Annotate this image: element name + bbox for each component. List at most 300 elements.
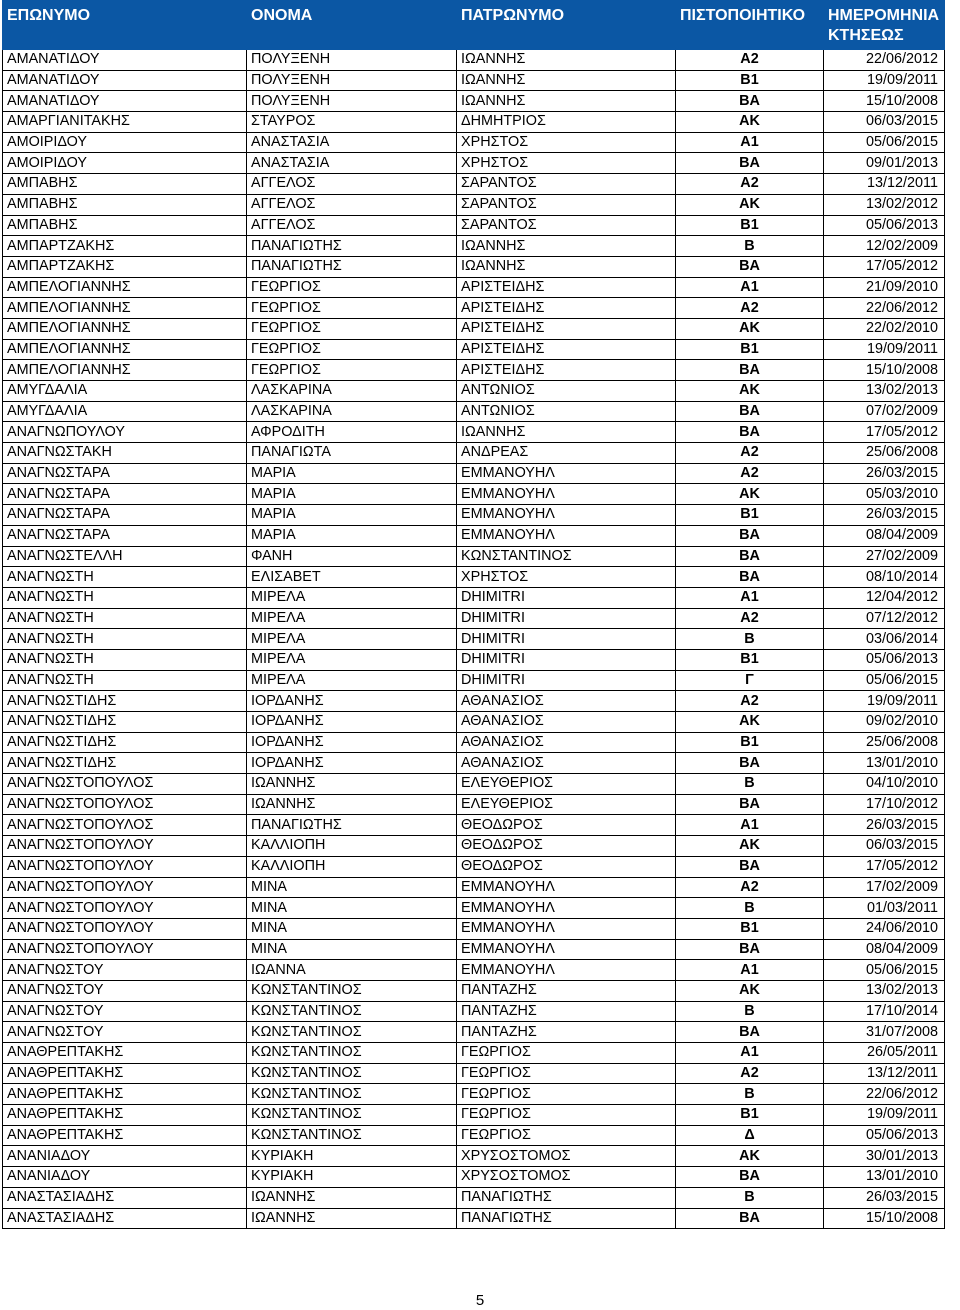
certificate-cell: ΒΑ xyxy=(676,401,824,422)
surname-cell: ΑΜΟΙΡΙΔΟΥ xyxy=(3,153,247,174)
name-cell: ΚΩΝΣΤΑΝΤΙΝΟΣ xyxy=(247,1105,457,1126)
table-row xyxy=(3,567,945,588)
table-row xyxy=(3,70,945,91)
surname-cell: ΑΜΥΓΔΑΛΙΑ xyxy=(3,401,247,422)
date-cell: 08/10/2014 xyxy=(824,567,945,588)
date-cell: 01/03/2011 xyxy=(824,898,945,919)
father-name-cell: ΓΕΩΡΓΙΟΣ xyxy=(457,1105,676,1126)
name-cell: ΜΑΡΙΑ xyxy=(247,484,457,505)
name-cell: ΓΕΩΡΓΙΟΣ xyxy=(247,318,457,339)
name-cell: ΚΩΝΣΤΑΝΤΙΝΟΣ xyxy=(247,1063,457,1084)
certificate-cell: ΑΚ xyxy=(676,712,824,733)
date-cell: 22/02/2010 xyxy=(824,318,945,339)
father-name-cell: ΙΩΑΝΝΗΣ xyxy=(457,91,676,112)
date-cell: 08/04/2009 xyxy=(824,939,945,960)
certificate-cell: ΒΑ xyxy=(676,153,824,174)
name-cell: ΜΙΝΑ xyxy=(247,877,457,898)
father-name-cell: ΕΜΜΑΝΟΥΗΛ xyxy=(457,939,676,960)
table-row xyxy=(3,381,945,402)
name-cell: ΙΩΑΝΝΗΣ xyxy=(247,1187,457,1208)
date-cell: 05/06/2013 xyxy=(824,215,945,236)
date-cell: 06/03/2015 xyxy=(824,836,945,857)
certificate-cell: Δ xyxy=(676,1125,824,1146)
date-cell: 07/02/2009 xyxy=(824,401,945,422)
name-cell: ΠΑΝΑΓΙΩΤΑ xyxy=(247,443,457,464)
table-row xyxy=(3,443,945,464)
table-row xyxy=(3,50,945,71)
date-cell: 04/10/2010 xyxy=(824,774,945,795)
father-name-cell: ΙΩΑΝΝΗΣ xyxy=(457,50,676,71)
surname-cell: ΑΝΑΓΝΩΣΤΗ xyxy=(3,567,247,588)
name-cell: ΚΑΛΛΙΟΠΗ xyxy=(247,836,457,857)
father-name-cell: ΠΑΝΑΓΙΩΤΗΣ xyxy=(457,1208,676,1229)
date-cell: 21/09/2010 xyxy=(824,277,945,298)
date-cell: 09/01/2013 xyxy=(824,153,945,174)
father-name-cell: ΣΑΡΑΝΤΟΣ xyxy=(457,215,676,236)
name-cell: ΙΟΡΔΑΝΗΣ xyxy=(247,691,457,712)
father-name-cell: ΙΩΑΝΝΗΣ xyxy=(457,256,676,277)
table-row xyxy=(3,298,945,319)
certificate-cell: Β1 xyxy=(676,732,824,753)
name-cell: ΣΤΑΥΡΟΣ xyxy=(247,112,457,133)
date-cell: 09/02/2010 xyxy=(824,712,945,733)
date-cell: 17/02/2009 xyxy=(824,877,945,898)
father-name-cell: ΧΡΗΣΤΟΣ xyxy=(457,132,676,153)
certificate-cell: Β xyxy=(676,236,824,257)
name-cell: ΚΩΝΣΤΑΝΤΙΝΟΣ xyxy=(247,1043,457,1064)
certificate-cell: Β xyxy=(676,898,824,919)
table-row xyxy=(3,670,945,691)
certificate-cell: ΑΚ xyxy=(676,194,824,215)
name-cell: ΜΑΡΙΑ xyxy=(247,505,457,526)
father-name-cell: ΕΜΜΑΝΟΥΗΛ xyxy=(457,505,676,526)
name-cell: ΕΛΙΣΑΒΕΤ xyxy=(247,567,457,588)
father-name-cell: ΑΝΤΩΝΙΟΣ xyxy=(457,381,676,402)
certificate-cell: Β1 xyxy=(676,649,824,670)
surname-cell: ΑΜΑΝΑΤΙΔΟΥ xyxy=(3,91,247,112)
father-name-cell: ΑΘΑΝΑΣΙΟΣ xyxy=(457,712,676,733)
table-row xyxy=(3,587,945,608)
date-cell: 17/05/2012 xyxy=(824,422,945,443)
table-row xyxy=(3,898,945,919)
table-row xyxy=(3,215,945,236)
table-row xyxy=(3,629,945,650)
date-cell: 19/09/2011 xyxy=(824,691,945,712)
surname-cell: ΑΜΠΑΡΤΖΑΚΗΣ xyxy=(3,256,247,277)
table-row xyxy=(3,525,945,546)
father-name-cell: ΑΡΙΣΤΕΙΔΗΣ xyxy=(457,318,676,339)
father-name-cell: ΕΜΜΑΝΟΥΗΛ xyxy=(457,960,676,981)
surname-cell: ΑΜΠΑΒΗΣ xyxy=(3,174,247,195)
father-name-cell: ΣΑΡΑΝΤΟΣ xyxy=(457,194,676,215)
table-row xyxy=(3,877,945,898)
table-row xyxy=(3,318,945,339)
father-name-cell: ΑΡΙΣΤΕΙΔΗΣ xyxy=(457,360,676,381)
table-row xyxy=(3,1022,945,1043)
certificate-cell: ΒΑ xyxy=(676,256,824,277)
page-number: 5 xyxy=(475,1292,485,1309)
header-surname: ΕΠΩΝΥΜΟ xyxy=(3,1,247,50)
certificate-cell: Α2 xyxy=(676,608,824,629)
certificate-cell: Α1 xyxy=(676,587,824,608)
surname-cell: ΑΜΠΕΛΟΓΙΑΝΝΗΣ xyxy=(3,277,247,298)
table-row xyxy=(3,505,945,526)
father-name-cell: ΕΛΕΥΘΕΡΙΟΣ xyxy=(457,794,676,815)
surname-cell: ΑΝΑΘΡΕΠΤΑΚΗΣ xyxy=(3,1043,247,1064)
date-cell: 13/02/2013 xyxy=(824,381,945,402)
name-cell: ΑΝΑΣΤΑΣΙΑ xyxy=(247,153,457,174)
father-name-cell: ΑΘΑΝΑΣΙΟΣ xyxy=(457,691,676,712)
certificate-cell: Β xyxy=(676,774,824,795)
father-name-cell: ΧΡΗΣΤΟΣ xyxy=(457,567,676,588)
table-row xyxy=(3,856,945,877)
date-cell: 19/09/2011 xyxy=(824,1105,945,1126)
name-cell: ΑΓΓΕΛΟΣ xyxy=(247,194,457,215)
table-row xyxy=(3,546,945,567)
surname-cell: ΑΜΠΑΒΗΣ xyxy=(3,215,247,236)
table-row xyxy=(3,980,945,1001)
surname-cell: ΑΜΑΝΑΤΙΔΟΥ xyxy=(3,50,247,71)
date-cell: 05/03/2010 xyxy=(824,484,945,505)
table-row xyxy=(3,918,945,939)
certificate-cell: Α2 xyxy=(676,298,824,319)
date-cell: 22/06/2012 xyxy=(824,50,945,71)
date-cell: 13/02/2012 xyxy=(824,194,945,215)
name-cell: ΜΙΝΑ xyxy=(247,939,457,960)
father-name-cell: ΘΕΟΔΩΡΟΣ xyxy=(457,856,676,877)
father-name-cell: ΑΘΑΝΑΣΙΟΣ xyxy=(457,732,676,753)
certificate-cell: Β xyxy=(676,629,824,650)
name-cell: ΙΩΑΝΝΗΣ xyxy=(247,1208,457,1229)
father-name-cell: ΙΩΑΝΝΗΣ xyxy=(457,236,676,257)
name-cell: ΜΙΡΕΛΑ xyxy=(247,608,457,629)
father-name-cell: ΑΝΔΡΕΑΣ xyxy=(457,443,676,464)
father-name-cell: ΓΕΩΡΓΙΟΣ xyxy=(457,1125,676,1146)
name-cell: ΚΥΡΙΑΚΗ xyxy=(247,1146,457,1167)
surname-cell: ΑΝΑΣΤΑΣΙΑΔΗΣ xyxy=(3,1187,247,1208)
date-cell: 26/05/2011 xyxy=(824,1043,945,1064)
surname-cell: ΑΝΑΓΝΩΣΤΑΡΑ xyxy=(3,484,247,505)
table-row xyxy=(3,794,945,815)
date-cell: 17/10/2014 xyxy=(824,1001,945,1022)
surname-cell: ΑΝΑΓΝΩΣΤΟΥ xyxy=(3,1001,247,1022)
table-row xyxy=(3,1125,945,1146)
table-row xyxy=(3,712,945,733)
surname-cell: ΑΝΑΘΡΕΠΤΑΚΗΣ xyxy=(3,1084,247,1105)
father-name-cell: ΙΩΑΝΝΗΣ xyxy=(457,70,676,91)
date-cell: 31/07/2008 xyxy=(824,1022,945,1043)
father-name-cell: ΓΕΩΡΓΙΟΣ xyxy=(457,1063,676,1084)
certificate-cell: Α2 xyxy=(676,443,824,464)
father-name-cell: ΧΡΗΣΤΟΣ xyxy=(457,153,676,174)
surname-cell: ΑΝΑΓΝΩΣΤΙΔΗΣ xyxy=(3,753,247,774)
name-cell: ΚΑΛΛΙΟΠΗ xyxy=(247,856,457,877)
table-row xyxy=(3,691,945,712)
name-cell: ΜΙΝΑ xyxy=(247,898,457,919)
name-cell: ΙΟΡΔΑΝΗΣ xyxy=(247,712,457,733)
table-row xyxy=(3,1208,945,1229)
father-name-cell: ΙΩΑΝΝΗΣ xyxy=(457,422,676,443)
date-cell: 13/12/2011 xyxy=(824,174,945,195)
name-cell: ΙΩΑΝΝΑ xyxy=(247,960,457,981)
father-name-cell: ΧΡΥΣΟΣΤΟΜΟΣ xyxy=(457,1167,676,1188)
surname-cell: ΑΜΠΕΛΟΓΙΑΝΝΗΣ xyxy=(3,298,247,319)
date-cell: 30/01/2013 xyxy=(824,1146,945,1167)
table-body xyxy=(3,50,945,1229)
date-cell: 17/05/2012 xyxy=(824,856,945,877)
date-cell: 13/02/2013 xyxy=(824,980,945,1001)
name-cell: ΑΦΡΟΔΙΤΗ xyxy=(247,422,457,443)
certificate-cell: Β1 xyxy=(676,215,824,236)
date-cell: 25/06/2008 xyxy=(824,443,945,464)
header-name: ΟΝΟΜΑ xyxy=(247,1,457,50)
father-name-cell: DHIMITRI xyxy=(457,629,676,650)
surname-cell: ΑΝΑΝΙΑΔΟΥ xyxy=(3,1146,247,1167)
surname-cell: ΑΝΑΓΝΩΣΤΟΠΟΥΛΟΥ xyxy=(3,856,247,877)
certificate-cell: ΒΑ xyxy=(676,856,824,877)
surname-cell: ΑΝΑΓΝΩΣΤΟΠΟΥΛΟΣ xyxy=(3,774,247,795)
name-cell: ΜΑΡΙΑ xyxy=(247,463,457,484)
father-name-cell: DHIMITRI xyxy=(457,608,676,629)
header-acquisition-date: ΗΜΕΡΟΜΗΝΙΑ ΚΤΗΣΕΩΣ xyxy=(824,1,945,50)
table-row xyxy=(3,960,945,981)
surname-cell: ΑΝΑΝΙΑΔΟΥ xyxy=(3,1167,247,1188)
surname-cell: ΑΝΑΓΝΩΣΤΟΠΟΥΛΟΥ xyxy=(3,877,247,898)
certificate-cell: ΒΑ xyxy=(676,939,824,960)
father-name-cell: ΕΛΕΥΘΕΡΙΟΣ xyxy=(457,774,676,795)
table-row xyxy=(3,1063,945,1084)
surname-cell: ΑΜΠΑΒΗΣ xyxy=(3,194,247,215)
table-row xyxy=(3,236,945,257)
date-cell: 25/06/2008 xyxy=(824,732,945,753)
table-row xyxy=(3,256,945,277)
table-row xyxy=(3,339,945,360)
surname-cell: ΑΝΑΓΝΩΣΤΑΚΗ xyxy=(3,443,247,464)
certificate-cell: Α2 xyxy=(676,50,824,71)
date-cell: 05/06/2015 xyxy=(824,670,945,691)
certificate-cell: ΑΚ xyxy=(676,980,824,1001)
date-cell: 05/06/2015 xyxy=(824,132,945,153)
father-name-cell: ΠΑΝΤΑΖΗΣ xyxy=(457,1022,676,1043)
surname-cell: ΑΝΑΓΝΩΣΤΗ xyxy=(3,629,247,650)
surname-cell: ΑΝΑΓΝΩΣΤΗ xyxy=(3,587,247,608)
table-row xyxy=(3,112,945,133)
surname-cell: ΑΝΑΓΝΩΣΤΗ xyxy=(3,608,247,629)
table-row xyxy=(3,484,945,505)
surname-cell: ΑΝΑΓΝΩΣΤΟΠΟΥΛΟΥ xyxy=(3,836,247,857)
surname-cell: ΑΜΠΕΛΟΓΙΑΝΝΗΣ xyxy=(3,339,247,360)
surname-cell: ΑΝΑΓΝΩΣΤΟΥ xyxy=(3,960,247,981)
name-cell: ΚΩΝΣΤΑΝΤΙΝΟΣ xyxy=(247,1125,457,1146)
surname-cell: ΑΝΑΓΝΩΣΤΗ xyxy=(3,649,247,670)
name-cell: ΠΑΝΑΓΙΩΤΗΣ xyxy=(247,815,457,836)
date-cell: 03/06/2014 xyxy=(824,629,945,650)
header-row xyxy=(3,1,945,50)
name-cell: ΓΕΩΡΓΙΟΣ xyxy=(247,360,457,381)
father-name-cell: ΠΑΝΤΑΖΗΣ xyxy=(457,1001,676,1022)
surname-cell: ΑΜΠΕΛΟΓΙΑΝΝΗΣ xyxy=(3,318,247,339)
surname-cell: ΑΜΑΡΓΙΑΝΙΤΑΚΗΣ xyxy=(3,112,247,133)
surname-cell: ΑΝΑΘΡΕΠΤΑΚΗΣ xyxy=(3,1063,247,1084)
table-row xyxy=(3,1146,945,1167)
father-name-cell: ΕΜΜΑΝΟΥΗΛ xyxy=(457,525,676,546)
table-row xyxy=(3,1187,945,1208)
father-name-cell: ΓΕΩΡΓΙΟΣ xyxy=(457,1084,676,1105)
certificate-cell: ΑΚ xyxy=(676,381,824,402)
table-row xyxy=(3,401,945,422)
father-name-cell: ΑΡΙΣΤΕΙΔΗΣ xyxy=(457,277,676,298)
date-cell: 15/10/2008 xyxy=(824,91,945,112)
table-row xyxy=(3,1167,945,1188)
certificate-cell: Β1 xyxy=(676,339,824,360)
certificate-cell: ΒΑ xyxy=(676,567,824,588)
date-cell: 05/06/2013 xyxy=(824,1125,945,1146)
certificate-cell: Β xyxy=(676,1187,824,1208)
table-row xyxy=(3,174,945,195)
date-cell: 12/02/2009 xyxy=(824,236,945,257)
name-cell: ΙΟΡΔΑΝΗΣ xyxy=(247,753,457,774)
table-row xyxy=(3,463,945,484)
name-cell: ΙΩΑΝΝΗΣ xyxy=(247,794,457,815)
surname-cell: ΑΝΑΣΤΑΣΙΑΔΗΣ xyxy=(3,1208,247,1229)
name-cell: ΓΕΩΡΓΙΟΣ xyxy=(247,277,457,298)
date-cell: 15/10/2008 xyxy=(824,360,945,381)
table-row xyxy=(3,277,945,298)
surname-cell: ΑΝΑΓΝΩΣΤΑΡΑ xyxy=(3,505,247,526)
name-cell: ΜΙΡΕΛΑ xyxy=(247,629,457,650)
certificate-cell: Β1 xyxy=(676,70,824,91)
certificate-cell: ΑΚ xyxy=(676,836,824,857)
date-cell: 13/01/2010 xyxy=(824,753,945,774)
name-cell: ΑΝΑΣΤΑΣΙΑ xyxy=(247,132,457,153)
certificate-cell: Β1 xyxy=(676,505,824,526)
surname-cell: ΑΝΑΓΝΩΣΤΙΔΗΣ xyxy=(3,712,247,733)
name-cell: ΜΙΝΑ xyxy=(247,918,457,939)
name-cell: ΚΥΡΙΑΚΗ xyxy=(247,1167,457,1188)
name-cell: ΦΑΝΗ xyxy=(247,546,457,567)
certificate-cell: Α2 xyxy=(676,877,824,898)
table-row xyxy=(3,649,945,670)
certificate-cell: Β1 xyxy=(676,1105,824,1126)
name-cell: ΜΙΡΕΛΑ xyxy=(247,670,457,691)
date-cell: 13/01/2010 xyxy=(824,1167,945,1188)
name-cell: ΠΟΛΥΞΕΝΗ xyxy=(247,91,457,112)
father-name-cell: ΠΑΝΑΓΙΩΤΗΣ xyxy=(457,1187,676,1208)
certificate-cell: ΒΑ xyxy=(676,546,824,567)
date-cell: 05/06/2013 xyxy=(824,649,945,670)
name-cell: ΚΩΝΣΤΑΝΤΙΝΟΣ xyxy=(247,980,457,1001)
table-row xyxy=(3,1001,945,1022)
father-name-cell: ΑΘΑΝΑΣΙΟΣ xyxy=(457,753,676,774)
date-cell: 06/03/2015 xyxy=(824,112,945,133)
certificate-cell: ΒΑ xyxy=(676,1167,824,1188)
date-cell: 19/09/2011 xyxy=(824,339,945,360)
father-name-cell: ΕΜΜΑΝΟΥΗΛ xyxy=(457,463,676,484)
date-cell: 22/06/2012 xyxy=(824,298,945,319)
certificate-cell: ΒΑ xyxy=(676,794,824,815)
name-cell: ΠΑΝΑΓΙΩΤΗΣ xyxy=(247,236,457,257)
name-cell: ΠΟΛΥΞΕΝΗ xyxy=(247,70,457,91)
surname-cell: ΑΜΠΕΛΟΓΙΑΝΝΗΣ xyxy=(3,360,247,381)
name-cell: ΙΩΑΝΝΗΣ xyxy=(247,774,457,795)
certificate-cell: ΒΑ xyxy=(676,753,824,774)
certificate-cell: ΑΚ xyxy=(676,484,824,505)
name-cell: ΓΕΩΡΓΙΟΣ xyxy=(247,339,457,360)
table-row xyxy=(3,132,945,153)
date-cell: 26/03/2015 xyxy=(824,1187,945,1208)
certificate-cell: ΒΑ xyxy=(676,422,824,443)
surname-cell: ΑΝΑΓΝΩΣΤΟΠΟΥΛΟΣ xyxy=(3,815,247,836)
surname-cell: ΑΝΑΘΡΕΠΤΑΚΗΣ xyxy=(3,1105,247,1126)
certificate-cell: ΑΚ xyxy=(676,112,824,133)
name-cell: ΛΑΣΚΑΡΙΝΑ xyxy=(247,401,457,422)
certificate-cell: Α2 xyxy=(676,691,824,712)
name-cell: ΛΑΣΚΑΡΙΝΑ xyxy=(247,381,457,402)
certificate-cell: Α1 xyxy=(676,960,824,981)
father-name-cell: DHIMITRI xyxy=(457,649,676,670)
table-row xyxy=(3,732,945,753)
table-row xyxy=(3,153,945,174)
table-row xyxy=(3,194,945,215)
name-cell: ΜΙΡΕΛΑ xyxy=(247,649,457,670)
certificate-cell: Α2 xyxy=(676,1063,824,1084)
name-cell: ΓΕΩΡΓΙΟΣ xyxy=(247,298,457,319)
table-row xyxy=(3,422,945,443)
table-row xyxy=(3,608,945,629)
certificate-cell: Α2 xyxy=(676,174,824,195)
father-name-cell: ΚΩΝΣΤΑΝΤΙΝΟΣ xyxy=(457,546,676,567)
name-cell: ΚΩΝΣΤΑΝΤΙΝΟΣ xyxy=(247,1022,457,1043)
surname-cell: ΑΝΑΓΝΩΣΤΟΥ xyxy=(3,1022,247,1043)
table-row xyxy=(3,1043,945,1064)
surname-cell: ΑΝΑΓΝΩΣΤΑΡΑ xyxy=(3,463,247,484)
certificate-cell: Β xyxy=(676,1001,824,1022)
father-name-cell: ΑΝΤΩΝΙΟΣ xyxy=(457,401,676,422)
date-cell: 05/06/2015 xyxy=(824,960,945,981)
surname-cell: ΑΝΑΓΝΩΣΤΙΔΗΣ xyxy=(3,691,247,712)
table-row xyxy=(3,360,945,381)
name-cell: ΚΩΝΣΤΑΝΤΙΝΟΣ xyxy=(247,1001,457,1022)
father-name-cell: ΑΡΙΣΤΕΙΔΗΣ xyxy=(457,339,676,360)
certificate-cell: Β1 xyxy=(676,918,824,939)
surname-cell: ΑΝΑΓΝΩΣΤΑΡΑ xyxy=(3,525,247,546)
certificate-cell: ΑΚ xyxy=(676,1146,824,1167)
date-cell: 13/12/2011 xyxy=(824,1063,945,1084)
father-name-cell: ΓΕΩΡΓΙΟΣ xyxy=(457,1043,676,1064)
date-cell: 17/10/2012 xyxy=(824,794,945,815)
father-name-cell: ΘΕΟΔΩΡΟΣ xyxy=(457,836,676,857)
father-name-cell: ΣΑΡΑΝΤΟΣ xyxy=(457,174,676,195)
father-name-cell: ΠΑΝΤΑΖΗΣ xyxy=(457,980,676,1001)
name-cell: ΠΑΝΑΓΙΩΤΗΣ xyxy=(247,256,457,277)
certificate-cell: Α1 xyxy=(676,277,824,298)
table-row xyxy=(3,91,945,112)
surname-cell: ΑΝΑΓΝΩΣΤΙΔΗΣ xyxy=(3,732,247,753)
date-cell: 12/04/2012 xyxy=(824,587,945,608)
table-row xyxy=(3,939,945,960)
date-cell: 22/06/2012 xyxy=(824,1084,945,1105)
certificate-cell: Α1 xyxy=(676,132,824,153)
name-cell: ΑΓΓΕΛΟΣ xyxy=(247,215,457,236)
surname-cell: ΑΜΥΓΔΑΛΙΑ xyxy=(3,381,247,402)
date-cell: 26/03/2015 xyxy=(824,815,945,836)
father-name-cell: ΔΗΜΗΤΡΙΟΣ xyxy=(457,112,676,133)
certificate-cell: ΒΑ xyxy=(676,525,824,546)
name-cell: ΑΓΓΕΛΟΣ xyxy=(247,174,457,195)
header-father-name: ΠΑΤΡΩΝΥΜΟ xyxy=(457,1,676,50)
table-row xyxy=(3,815,945,836)
father-name-cell: ΕΜΜΑΝΟΥΗΛ xyxy=(457,918,676,939)
